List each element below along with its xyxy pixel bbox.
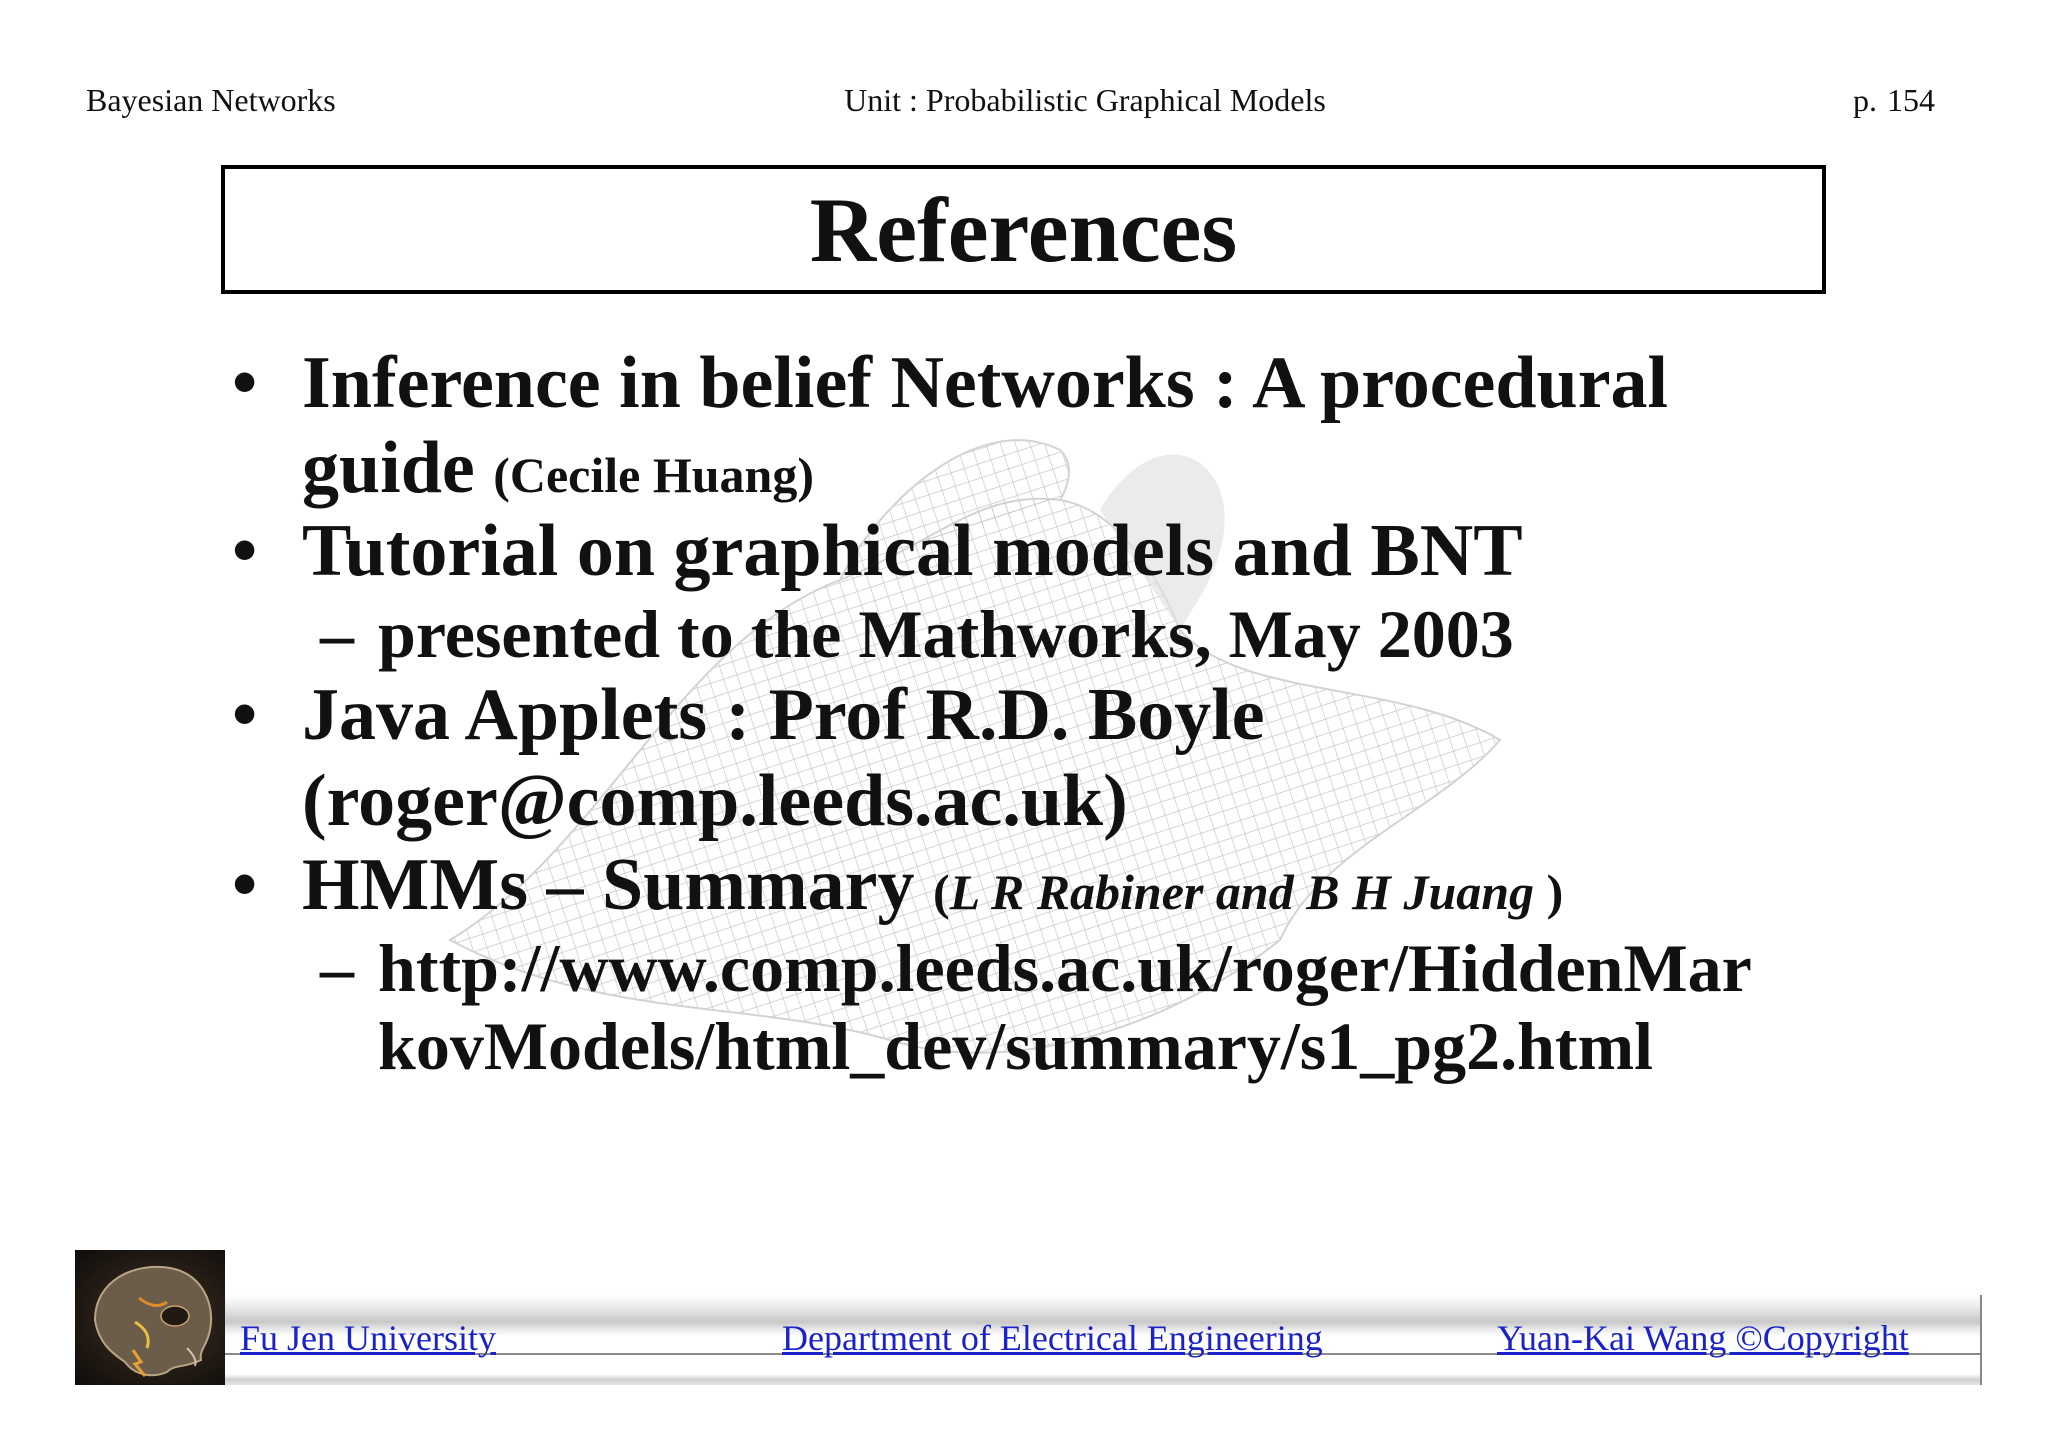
reference-4-author: L R Rabiner and B H Juang xyxy=(949,864,1535,920)
bullet-marker: • xyxy=(232,510,258,590)
footer-university-link[interactable]: Fu Jen University xyxy=(240,1318,496,1358)
reference-3-title: Java Applets : Prof R.D. Boyle xyxy=(302,674,1265,756)
slide-title: References xyxy=(809,178,1238,281)
sub-dash-marker: – xyxy=(320,930,354,1006)
footer-copyright-link[interactable]: Yuan-Kai Wang ©Copyright xyxy=(1497,1318,1909,1358)
reference-4-url-line2: kovModels/html_dev/summary/s1_pg2.html xyxy=(378,1008,1654,1084)
reference-4-author-open: ( xyxy=(933,864,950,920)
bullet-marker: • xyxy=(232,674,258,754)
reference-4-url-line1: http://www.comp.leeds.ac.uk/roger/HiddenMar xyxy=(378,930,1752,1006)
footer-department-link[interactable]: Department of Electrical Engineering xyxy=(782,1318,1323,1358)
reference-2-title: Tutorial on graphical models and BNT xyxy=(302,510,1523,592)
reference-1-title-line1: Inference in belief Networks : A procedural xyxy=(302,342,1669,424)
reference-1-title-line2 xyxy=(302,427,814,509)
sub-dash-marker: – xyxy=(320,596,354,672)
reference-3-email: (roger@comp.leeds.ac.uk) xyxy=(302,760,1128,842)
header-unit-name: Unit : Probabilistic Graphical Models xyxy=(844,82,1326,118)
reference-4-title: HMMs – Summary xyxy=(302,844,915,926)
skull-logo-icon xyxy=(75,1250,225,1385)
bullet-marker: • xyxy=(232,342,258,422)
reference-1-author: (Cecile Huang) xyxy=(493,447,814,503)
reference-4-author-close: ) xyxy=(1534,864,1564,920)
reference-1-title-end: guide xyxy=(302,427,475,509)
header-course-name: Bayesian Networks xyxy=(86,82,336,118)
reference-4-title-row xyxy=(302,844,1564,926)
reference-2-detail: presented to the Mathworks, May 2003 xyxy=(378,596,1514,672)
page-number: 154 xyxy=(1887,82,1935,118)
bullet-marker: • xyxy=(232,844,258,924)
page-prefix: p. xyxy=(1853,82,1877,118)
